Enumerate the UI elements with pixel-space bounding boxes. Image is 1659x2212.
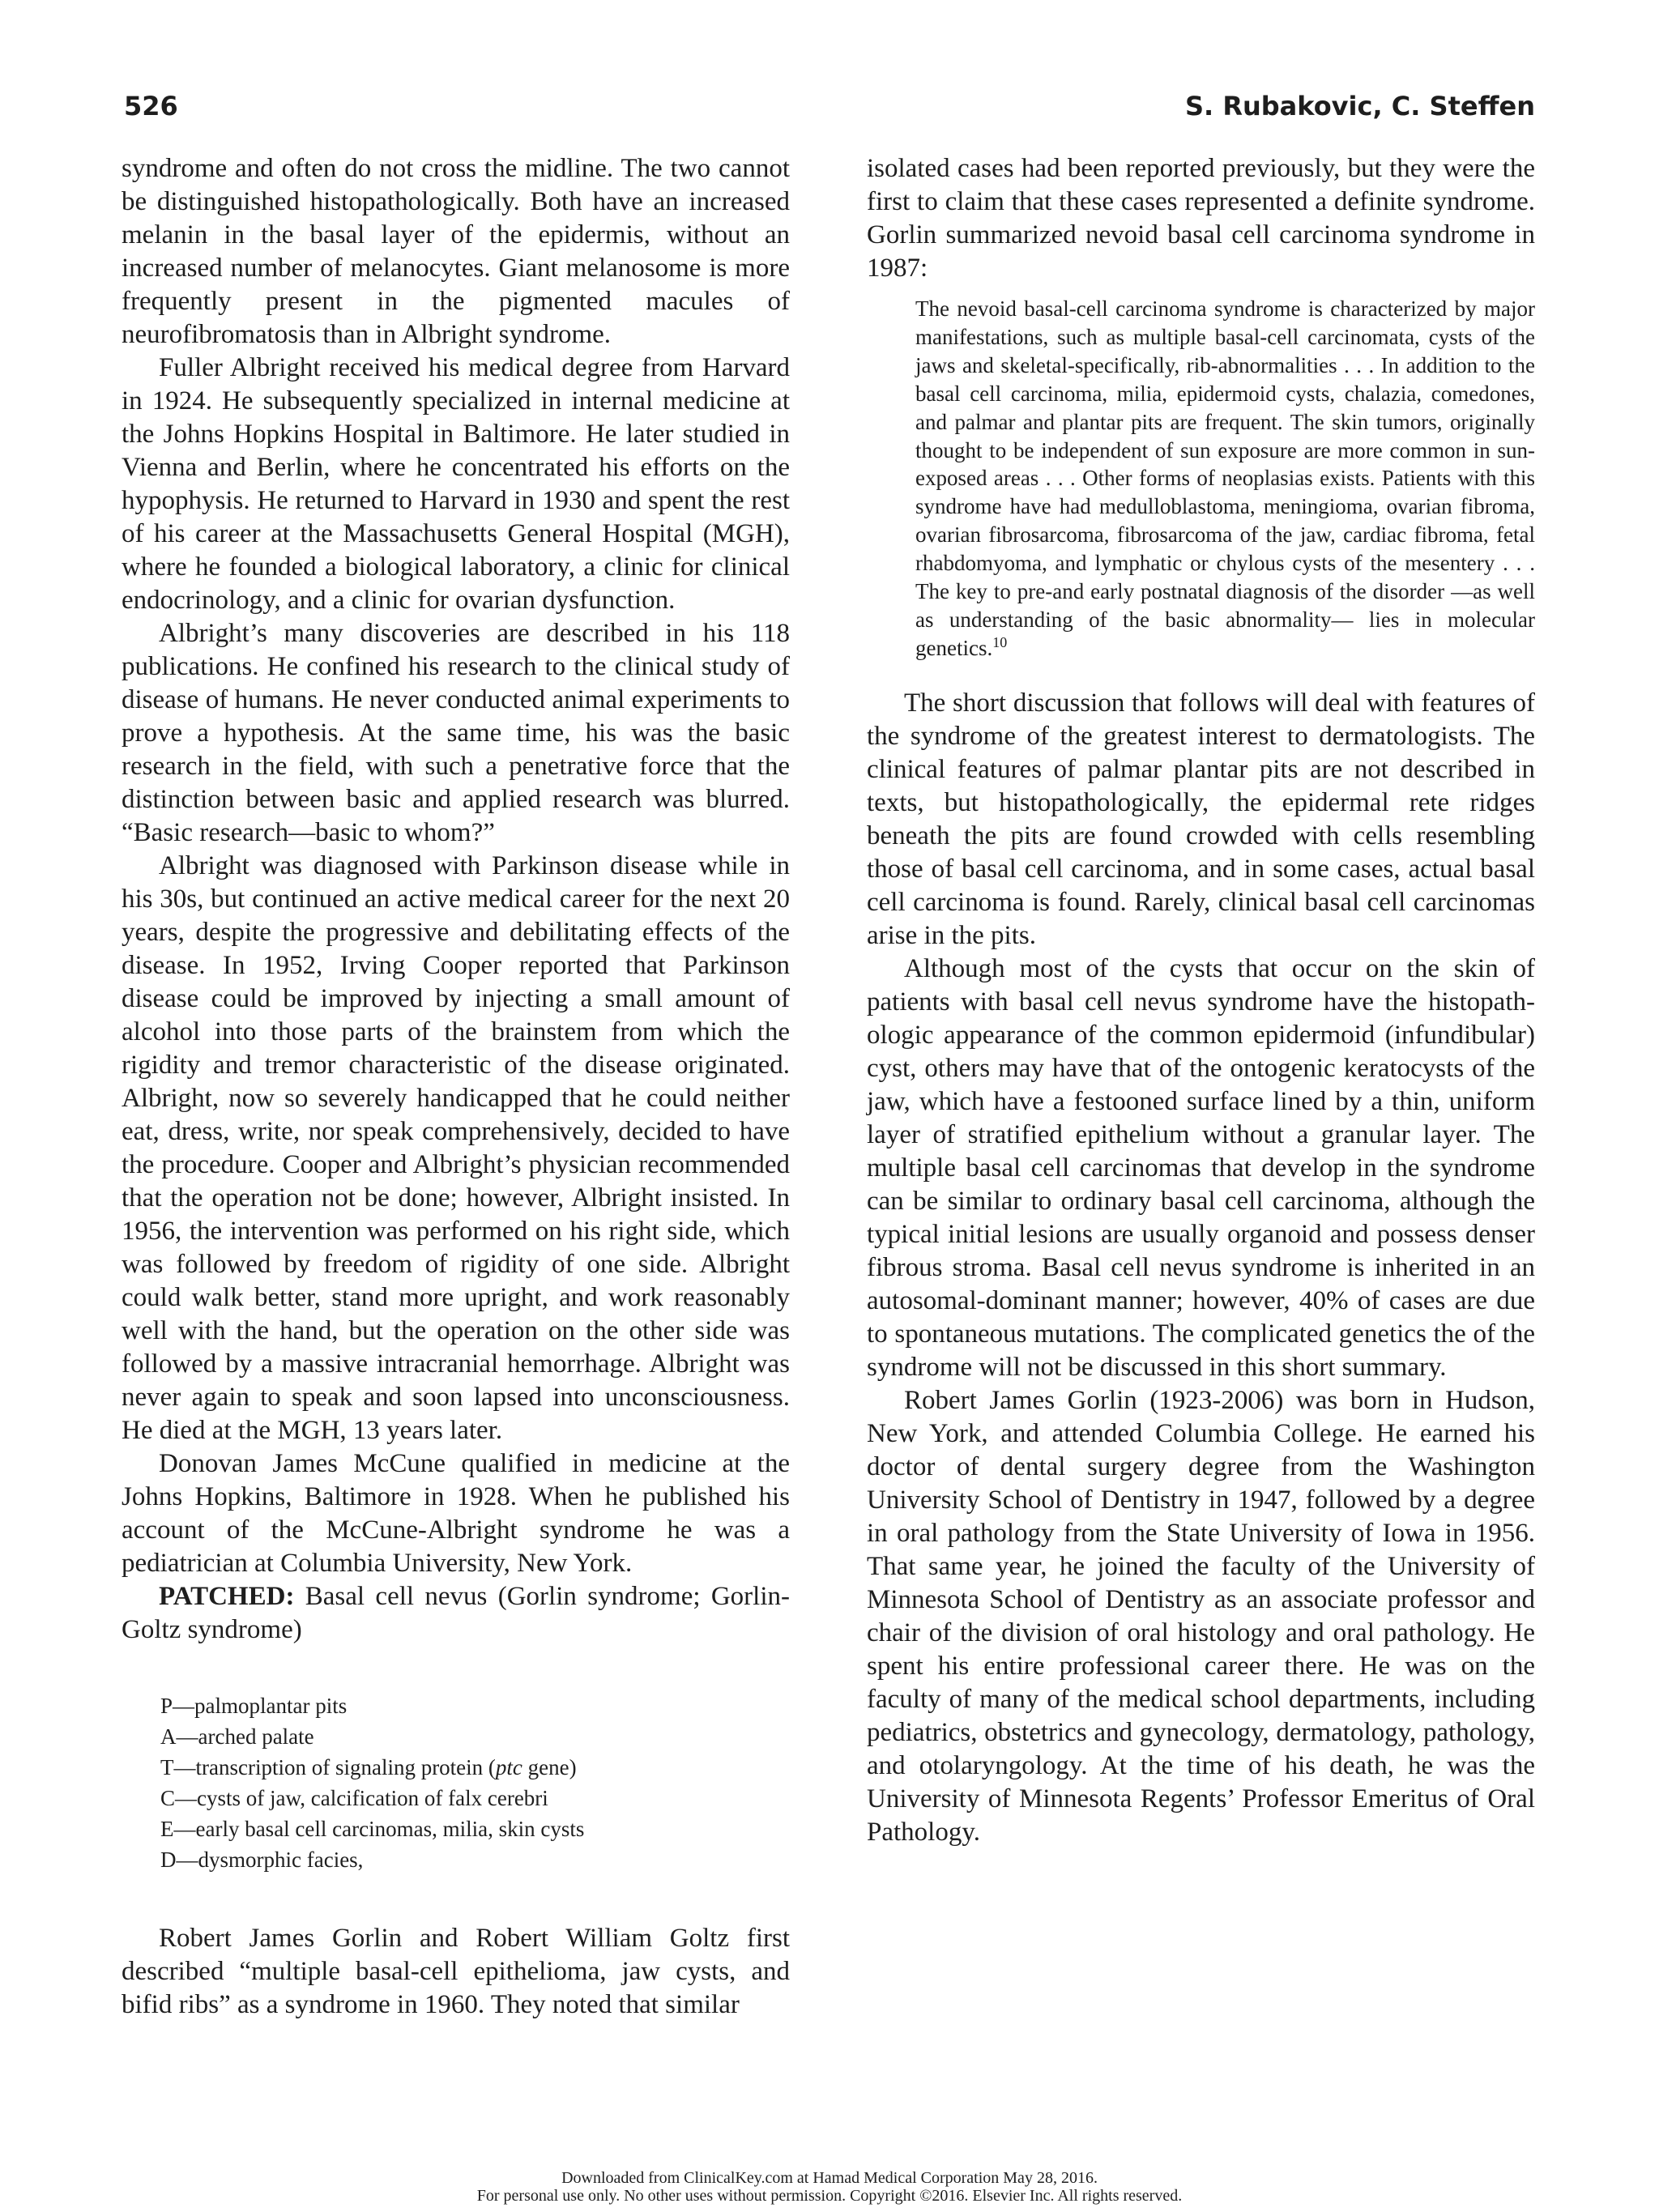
list-item: E—early basal cell carcinomas, milia, skin cysts [160,1817,585,1841]
running-header [124,91,1535,130]
paragraph: syndrome and often do not cross the midline. The two cannot be distinguished histopathologically. Both have an increased melanin in the basal layer of the epidermis, without an increased number of melanocytes. Giant melanosome is more frequently present in the pigmented macules of neurofibromatosis than in Albright syndrome. [122,154,790,349]
right-column [867,152,1535,1849]
paragraph: Fuller Albright received his medical degree from Harvard in 1924. He subsequently specialized in internal medicine at the Johns Hopkins Hospital in Baltimore. He later studied in Vienna and Berlin, where he concentrated his efforts on the hypophysis. He returned to Harvard in 1930 and spent the rest of his career at the Massachusetts General Hospital (MGH), where he founded a biological laboratory, a clinic for clinical endocrinology, and a clinic for ovarian dysfunction. [122,353,790,615]
paragraph: Robert James Gorlin (1923-2006) was born in Hudson, New York, and attended Columbia College. He earned his doctor of dental surgery degree from the Washington University School of Dentistry in 1947, followed by a degree in oral pathology from the State University of Iowa in 1956. That same year, he joined the faculty of the University of Minnesota School of Dentistry as an associate professor and chair of the division of oral histology and oral pathology. He spent his entire professional career there. He was on the faculty of many of the medical school departments, including pediatrics, obstetrics and gynecology, dermatology, pathology, and otolaryngology. At the time of his death, he was the University of Minnesota Regents’ Professor Emeritus of Oral Pathology. [867,1385,1535,1847]
paragraph: isolated cases had been reported previously, but they were the first to claim that these cases represented a definite syndrome. Gorlin summarized nevoid basal cell carcinoma syndrome in 1987: [867,154,1535,283]
list-item: P—palmoplantar pits [160,1694,348,1718]
left-column [122,152,790,2022]
footer-line: Downloaded from ClinicalKey.com at Hamad Medical Corporation May 28, 2016. [561,2169,1098,2187]
patched-text: Basal cell nevus (Gorlin syndrome; Gorlin-Goltz syndrome) [122,1582,790,1644]
paragraph: Although most of the cysts that occur on the skin of patients with basal cell nevus syndrome have the histopathologic appearance of the common epidermoid (infundibular) cyst, others may have that of the ontogenic keratocysts of the jaw, which have a festooned surface lined by a thin, uniform layer of stratified epithelium without a granular layer. The multiple basal cell carcinomas that develop in the syndrome can be similar to ordinary basal cell carcinoma, although the typical initial lesions are usually organoid and possess denser fibrous stroma. Basal cell nevus syndrome is inherited in an autosomal-dominant manner; however, 40% of cases are due to spontaneous mutations. The complicated genetics the of the syndrome will not be discussed in this short summary. [867,953,1535,1382]
patched-mnemonic-list [160,1690,790,1875]
running-head-authors: S. Rubakovic, C. Steffen [1185,91,1535,121]
paragraph: The short discussion that follows will deal with features of the syndrome of the greatest interest to dermatologists. The clinical features of palmar plantar pits are not described in texts, but histopathologically, the epidermal rete ridges beneath the pits are found crowded with cells resembling those of basal cell carcinoma, and in some cases, actual basal cell carcinoma is found. Rarely, clinical basal cell carcinomas arise in the pits. [867,688,1535,950]
list-item: D—dysmorphic facies, [160,1848,364,1872]
patched-heading-paragraph [122,1580,790,1647]
patched-label: PATCHED: [159,1582,295,1611]
list-item-text: T—transcription of signaling protein ( [160,1755,496,1779]
paragraph: Albright was diagnosed with Parkinson disease while in his 30s, but continued an active medical career for the next 20 years, despite the progressive and debilitating effects of the disease. In 1952, Irving Cooper reported that Parkinson disease could be improved by injecting a small amount of alcohol into those parts of the brainstem from which the rigidity and tremor characteristic of the disease originated. Albright, now so severely handicapped that he could neither eat, dress, write, nor speak comprehensively, decided to have the procedure. Cooper and Albright’s physician recommended that the operation not be done; however, Albright insisted. In 1956, the intervention was performed on his right side, which was followed by freedom of rigidity of one side. Albright could walk better, stand more upright, and work reasonably well with the hand, but the operation on the other side was followed by a massive intracranial hemorrhage. Albright was never again to speak and soon lapsed into unconsciousness. He died at the MGH, 13 years later. [122,851,790,1445]
list-item [160,1752,790,1783]
download-footer [0,2169,1659,2205]
list-item: A—arched palate [160,1724,314,1749]
block-quote-text: The nevoid basal-cell carcinoma syndrome is characterized by major manifestations, such as multiple basal-cell carcinomata, cysts of the jaws and skeletal-specifically, rib-abnormalities . . . In addition to the basal cell carcinoma, milia, epidermoid cysts, chalazia, comedones, and palmar and plantar pits are frequent. The skin tumors, originally thought to be independent of sun exposure are more common in sun-exposed areas . . . Other forms of neoplasias exists. Patients with this syndrome have had medulloblastoma, meningioma, ovarian fibroma, ovarian fibrosarcoma, fibrosarcoma of the jaw, cardiac fibroma, fetal rhabdomyoma, and lymphatic or chylous cysts of the mesentery . . . The key to pre-and early postnatal diagnosis of the disorder —as well as understanding of the basic abnormality— lies in molecular genetics. [915,296,1535,660]
page-number: 526 [124,91,178,121]
paragraph: Albright’s many discoveries are described in his 118 publications. He confined his research to the clinical study of disease of humans. He never conducted animal experiments to prove a hypothesis. At the same time, his was the basic research in the field, with such a penetrative force that the distinction between basic and applied research was blurred. “Basic research—basic to whom?” [122,619,790,847]
list-item: C—cysts of jaw, calcification of falx cerebri [160,1786,548,1810]
citation-reference[interactable]: 10 [992,633,1008,650]
footer-line: For personal use only. No other uses without permission. Copyright ©2016. Elsevier Inc. All rights reserved. [476,2187,1183,2205]
paragraph: Donovan James McCune qualified in medicine at the Johns Hopkins, Baltimore in 1928. When he published his account of the McCune-Albright syndrome he was a pediatrician at Columbia University, New York. [122,1449,790,1578]
gene-name: ptc [495,1755,522,1779]
paragraph: Robert James Gorlin and Robert William Goltz first described “multiple basal-cell epithelioma, jaw cysts, and bifid ribs” as a syndrome in 1960. They noted that similar [122,1924,790,2019]
block-quote [915,295,1535,663]
list-item-text: gene) [522,1755,577,1779]
